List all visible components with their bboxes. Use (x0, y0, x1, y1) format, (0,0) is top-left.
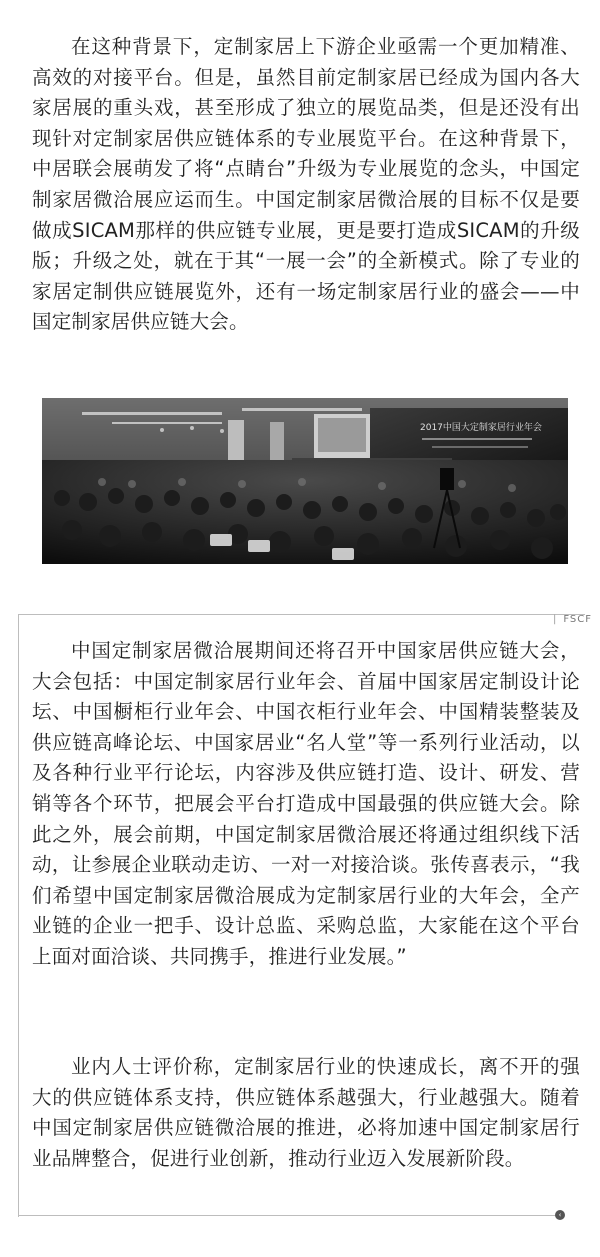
conference-photo (42, 398, 568, 564)
paragraph-supply-chain-conference: 中国定制家居微洽展期间还将召开中国家居供应链大会，大会包括：中国定制家居行业年会、首届中国家居定制设计论坛、中国橱柜行业年会、中国衣柜行业年会、中国精装整装及供应链高峰论坛、中国家居业“名人堂”等一系列行业活动，以及各种行业平行论坛，内容涉及供应链打造、设计、研发、营销等各个环节，把展会平台打造成中国最强的供应链大会。除此之外，展会前期，中国定制家居微洽展还将通过组织线下活动，让参展企业联动走访、一对一对接洽谈。张传喜表示，“我们希望中国定制家居微洽展成为定制家居行业的大年会，全产业链的企业一把手、设计总监、采购总监，大家能在这个平台上面对面洽谈、共同携手，推进行业发展。” (32, 639, 580, 968)
chevron-left-icon: ‹ (555, 1210, 565, 1220)
card-tag-label: FSCF (563, 614, 592, 625)
paragraph-industry-comment: 业内人士评价称，定制家居行业的快速成长，离不开的强大的供应链体系支持，供应链体系越强大，行业越强大。随着中国定制家居供应链微洽展的推进，必将加速中国定制家居行业品牌整合，促进行业创新，推动行业迈入发展新阶段。 (32, 1055, 580, 1170)
card-tag: | FSCF (552, 614, 592, 625)
paragraph-intro: 在这种背景下，定制家居上下游企业亟需一个更加精准、高效的对接平台。但是，虽然目前定制家居已经成为国内各大家居展的重头戏，甚至形成了独立的展览品类，但是还没有出现针对定制家居供应链体系的专业展览平台。在这种背景下，中居联会展萌发了将“点睛台”升级为专业展览的念头，中国定制家居微洽展应运而生。中国定制家居微洽展的目标不仅是要做成SICAM那样的供应链专业展，更是要打造成SICAM的升级版；升级之处，就在于其“一展一会”的全新模式。除了专业的家居定制供应链展览外，还有一场定制家居行业的盛会——中国定制家居供应链大会。 (32, 35, 580, 334)
bottom-divider (18, 1215, 556, 1216)
photo-banner-text: 2017中国大定制家居行业年会 (420, 423, 542, 433)
